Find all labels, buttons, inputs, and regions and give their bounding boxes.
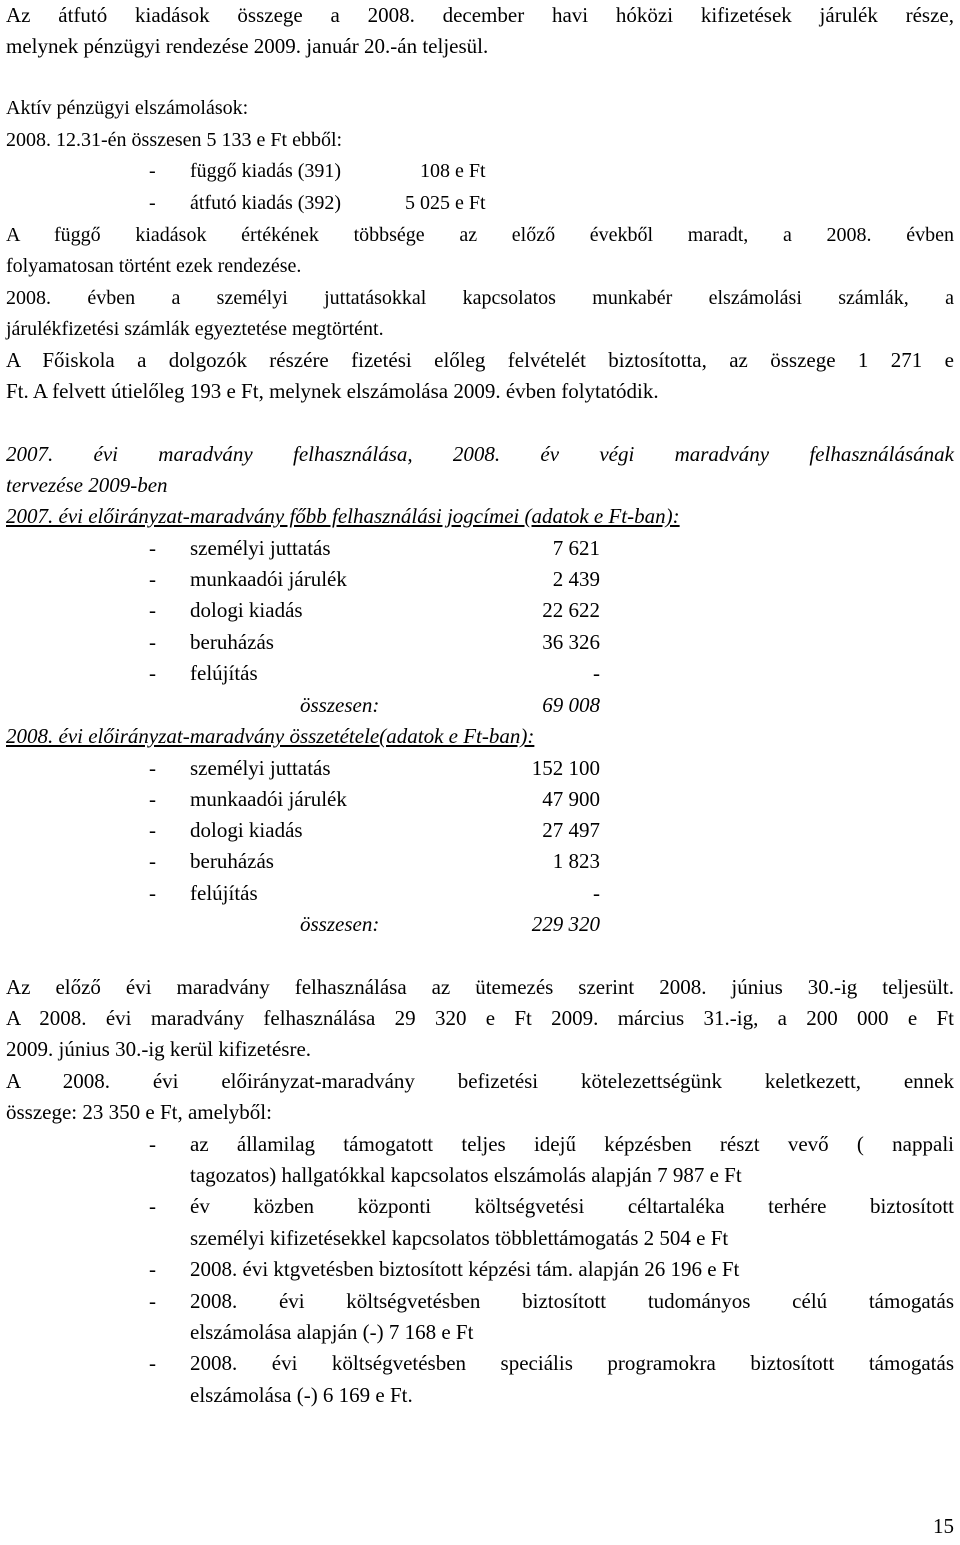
section-title: Aktív pénzügyi elszámolások: [6,97,249,119]
bullet-dash: - [149,849,156,873]
bullet-dash: - [149,818,156,842]
paragraph-line: Az átfutó kiadások összege a 2008. december havi hóközi kifizetések járulék része, [6,3,954,27]
row-value: 152 100 [531,756,600,780]
bullet-dash: - [149,567,156,591]
row-label: felújítás [190,881,258,905]
table-title: 2007. évi előirányzat-maradvány főbb felhasználási jogcímei (adatok e Ft-ban): [6,504,680,528]
list-item-line: elszámolása (-) 6 169 e Ft. [190,1383,413,1407]
list-item-line: tagozatos) hallgatókkal kapcsolatos elszámolás alapján 7 987 e Ft [190,1163,742,1187]
row-value: - [593,881,600,905]
bullet-dash: - [149,1194,156,1218]
bullet-dash: - [149,630,156,654]
bullet-dash: - [149,536,156,560]
row-label: beruházás [190,630,274,654]
row-value: 1 823 [552,849,600,873]
paragraph-line: A 2008. évi előirányzat-maradvány befizetési kötelezettségünk keletkezett, ennek [6,1069,954,1093]
row-value: 22 622 [542,598,600,622]
list-item-line: elszámolása alapján (-) 7 168 e Ft [190,1320,474,1344]
bullet-dash: - [149,1257,156,1281]
item-value: 108 e Ft [420,160,486,182]
row-label: dologi kiadás [190,598,303,622]
row-label: beruházás [190,849,274,873]
row-value: 2 439 [552,567,600,591]
item-label: átfutó kiadás (392) [190,192,342,214]
item-label: függő kiadás (391) [190,160,342,182]
bullet-dash: - [149,160,156,182]
paragraph-line: A Főiskola a dolgozók részére fizetési előleg felvételét biztosította, az összege 1 271 e [6,348,954,372]
paragraph-line: 2008. évben a személyi juttatásokkal kapcsolatos munkabér elszámolási számlák, a [6,287,954,309]
row-label: személyi juttatás [190,756,331,780]
row-label: munkaadói járulék [190,787,347,811]
row-label: felújítás [190,661,258,685]
bullet-dash: - [149,1289,156,1313]
paragraph-line: 2008. 12.31-én összesen 5 133 e Ft ebből: [6,129,343,151]
table-title: 2008. évi előirányzat-maradvány összetétele(adatok e Ft-ban): [6,724,535,748]
item-value: 5 025 e Ft [405,192,486,214]
bullet-dash: - [149,1132,156,1156]
list-item-line: 2008. évi költségvetésben biztosított tudományos célú támogatás [190,1289,954,1313]
paragraph-line: Az előző évi maradvány felhasználása az ütemezés szerint 2008. június 30.-ig teljesült. [6,975,954,999]
bullet-dash: - [149,787,156,811]
paragraph-line: összege: 23 350 e Ft, amelyből: [6,1100,272,1124]
total-label: összesen: [300,912,380,936]
total-value: 69 008 [542,693,600,717]
row-value: 47 900 [542,787,600,811]
section-heading: 2007. évi maradvány felhasználása, 2008. év végi maradvány felhasználásának [6,442,954,466]
paragraph-line: A 2008. évi maradvány felhasználása 29 320 e Ft 2009. március 31.-ig, a 200 000 e Ft [6,1006,954,1030]
page-number: 15 [933,1514,954,1538]
bullet-dash: - [149,756,156,780]
paragraph-line: Ft. A felvett útielőleg 193 e Ft, melynek elszámolása 2009. évben folytatódik. [6,379,659,403]
row-label: munkaadói járulék [190,567,347,591]
row-label: dologi kiadás [190,818,303,842]
list-item-line: 2008. évi költségvetésben speciális programokra biztosított támogatás [190,1351,954,1375]
row-label: személyi juttatás [190,536,331,560]
total-label: összesen: [300,693,380,717]
row-value: - [593,661,600,685]
list-item-line: év közben központi költségvetési céltartaléka terhére biztosított [190,1194,954,1218]
bullet-dash: - [149,598,156,622]
list-item-line: személyi kifizetésekkel kapcsolatos többlettámogatás 2 504 e Ft [190,1226,729,1250]
paragraph-line: A függő kiadások értékének többsége az előző évekből maradt, a 2008. évben [6,224,954,246]
bullet-dash: - [149,1351,156,1375]
row-value: 7 621 [552,536,600,560]
section-heading: tervezése 2009-ben [6,473,168,497]
list-item-line: az államilag támogatott teljes idejű képzésben részt vevő ( nappali [190,1132,954,1156]
total-value: 229 320 [531,912,600,936]
row-value: 27 497 [542,818,600,842]
paragraph-line: folyamatosan történt ezek rendezése. [6,255,302,277]
bullet-dash: - [149,192,156,214]
bullet-dash: - [149,661,156,685]
paragraph-line: 2009. június 30.-ig kerül kifizetésre. [6,1037,312,1061]
row-value: 36 326 [542,630,600,654]
paragraph-line: járulékfizetési számlák egyeztetése megtörtént. [6,318,384,340]
list-item-line: 2008. évi ktgvetésben biztosított képzési tám. alapján 26 196 e Ft [190,1257,740,1281]
paragraph-line: melynek pénzügyi rendezése 2009. január 20.-án teljesül. [6,34,489,58]
bullet-dash: - [149,881,156,905]
